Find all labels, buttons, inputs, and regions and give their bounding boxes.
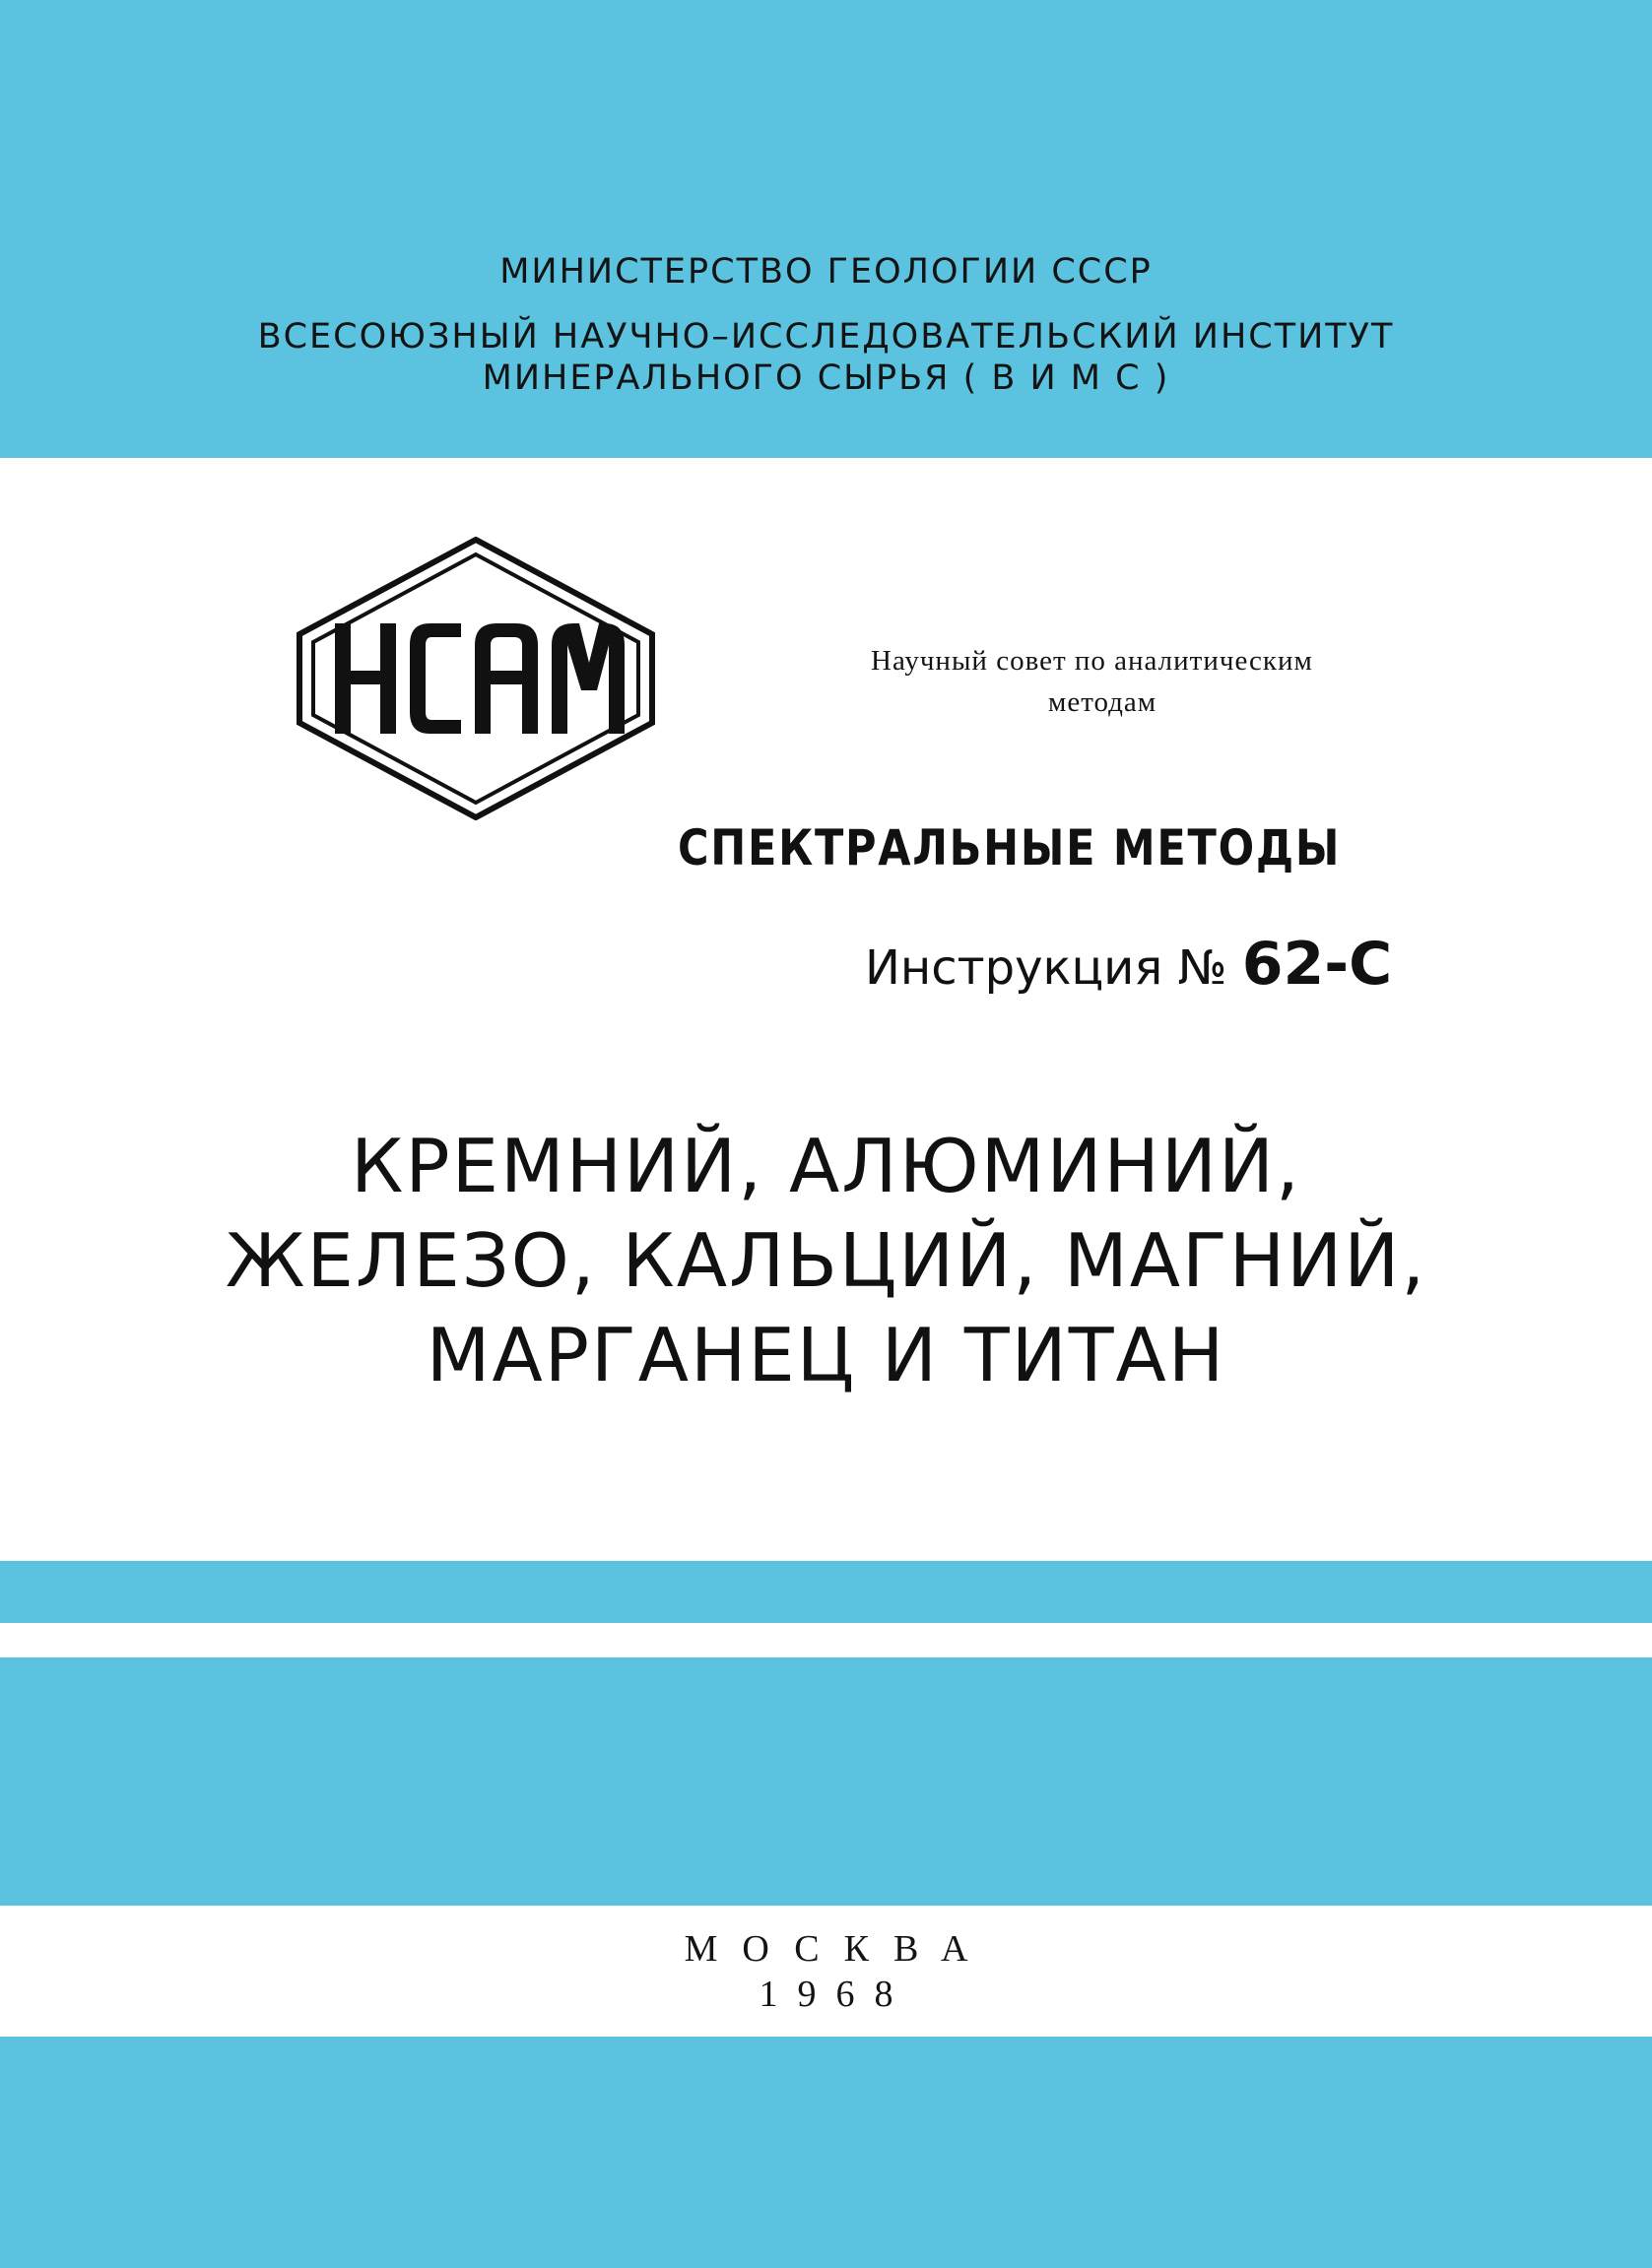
instruction-code: 62-С	[1241, 930, 1393, 999]
publication-year: 1968	[759, 1974, 913, 2015]
nsam-hexagon-logo-icon	[294, 537, 658, 820]
institute-name-line1: ВСЕСОЮЗНЫЙ НАУЧНО–ИССЛЕДОВАТЕЛЬСКИЙ ИНСТИТУТ	[257, 317, 1395, 356]
logo-letter-m	[552, 623, 625, 734]
council-name-line1: Научный совет по аналитическим	[871, 645, 1313, 677]
publication-city: МОСКВА	[684, 1928, 993, 1970]
instruction-label: Инструкция №	[865, 940, 1227, 996]
document-title-line3: МАРГАНЕЦ И ТИТАН	[426, 1312, 1226, 1398]
document-title-line2: ЖЕЛЕЗО, КАЛЬЦИЙ, МАГНИЙ,	[225, 1217, 1427, 1304]
document-title-line1: КРЕМНИЙ, АЛЮМИНИЙ,	[351, 1123, 1301, 1209]
middle-color-band-wide	[0, 1657, 1652, 1906]
logo-letter-a	[475, 623, 538, 734]
council-name-line2: методам	[1048, 686, 1157, 718]
series-title: СПЕКТРАЛЬНЫЕ МЕТОДЫ	[678, 819, 1342, 876]
logo-letter-n	[335, 623, 396, 734]
bottom-color-band	[0, 2037, 1652, 2268]
instruction-number	[865, 930, 1392, 999]
logo-letter-s	[410, 623, 461, 734]
middle-color-band-thin	[0, 1561, 1652, 1623]
institute-name-line2: МИНЕРАЛЬНОГО СЫРЬЯ ( В И М С )	[482, 358, 1170, 398]
ministry-name: МИНИСТЕРСТВО ГЕОЛОГИИ СССР	[499, 252, 1153, 292]
